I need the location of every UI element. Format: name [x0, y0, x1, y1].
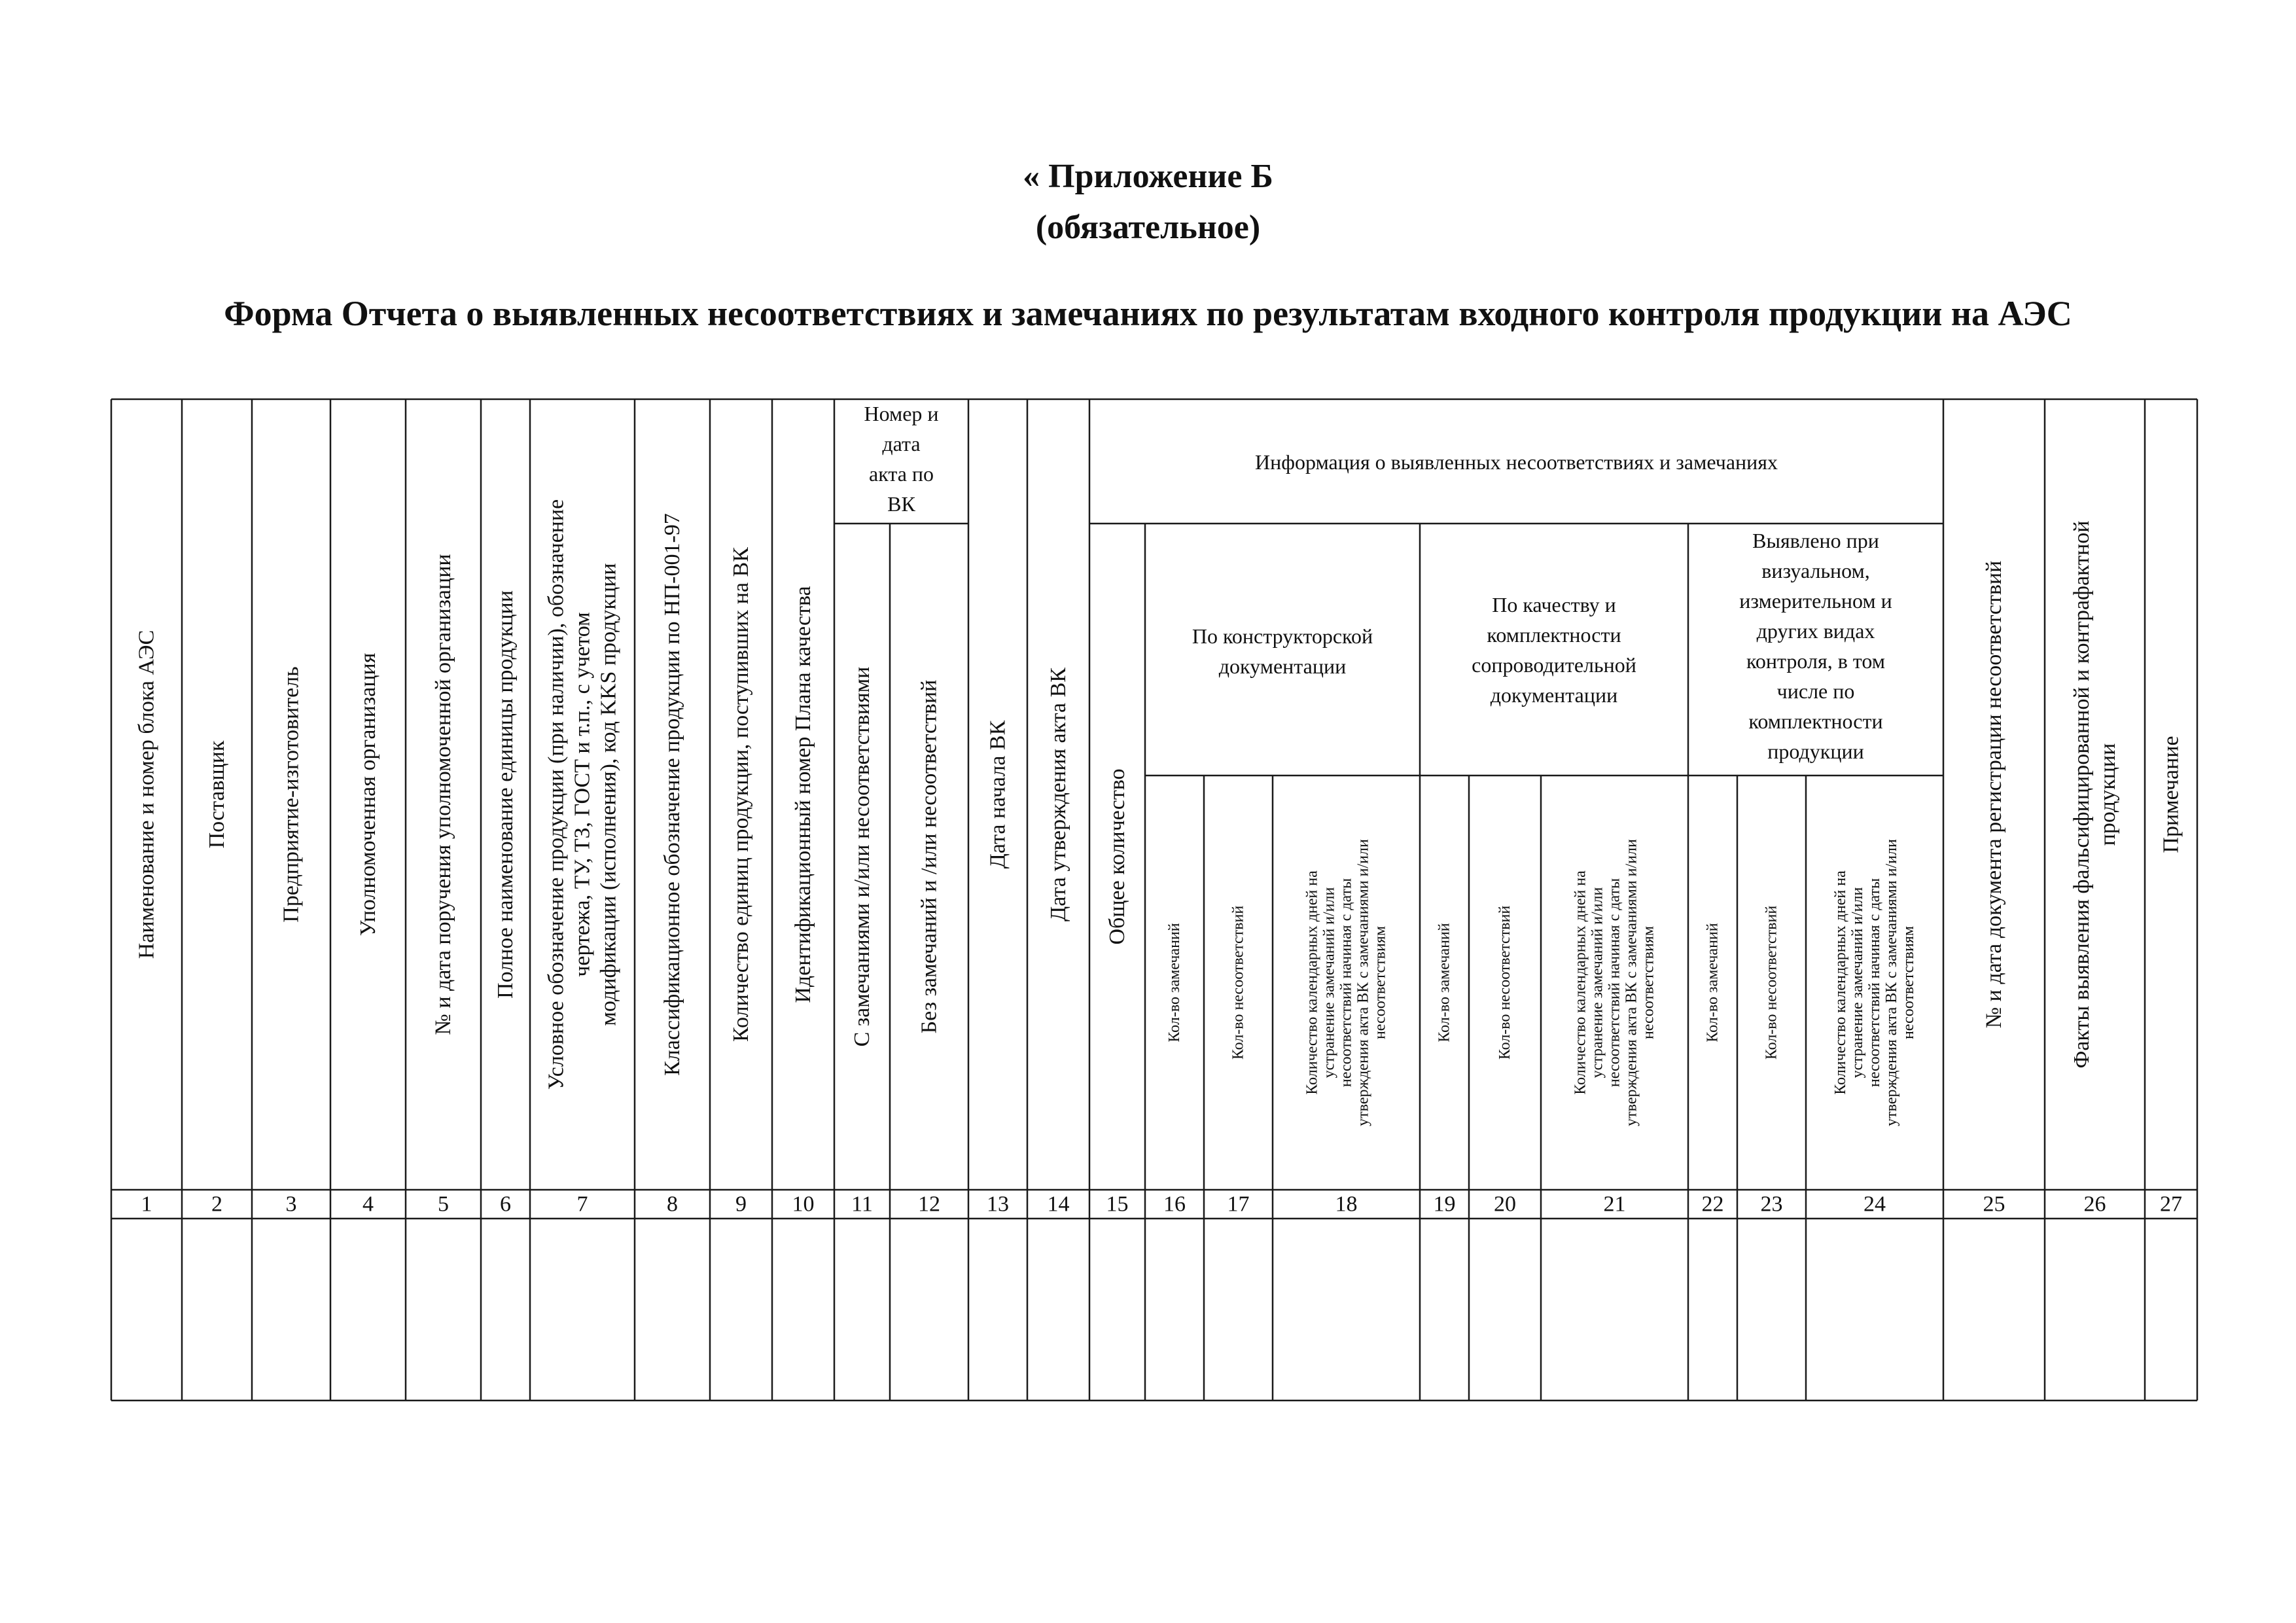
- column-header-24-line-3: несоответствий начиная с даты: [1866, 878, 1883, 1088]
- column-header-21-line-2: устранение замечаний и/или: [1589, 887, 1606, 1079]
- column-header-23: Кол-во несоответствий: [1763, 905, 1780, 1060]
- column-number-3: 3: [285, 1192, 297, 1217]
- column-number-10: 10: [792, 1192, 815, 1217]
- column-number-18: 18: [1335, 1192, 1358, 1217]
- column-number-4: 4: [362, 1192, 374, 1217]
- column-number-8: 8: [667, 1192, 678, 1217]
- column-header-13: Дата начала ВК: [985, 720, 1010, 869]
- column-header-8: Классификационное обозначение продукции по НП-001-97: [660, 513, 684, 1076]
- column-header-1: Наименование и номер блока АЭС: [134, 630, 159, 959]
- column-number-11: 11: [851, 1192, 873, 1217]
- column-header-20: Кол-во несоответствий: [1496, 905, 1513, 1060]
- column-header-24-line-5: несоответствиям: [1900, 925, 1917, 1040]
- visual-group-header-line-3: измерительном и: [1739, 589, 1892, 613]
- column-header-25: № и дата документа регистрации несоответствий: [1982, 560, 2006, 1029]
- column-header-10: Идентификационный номер Плана качества: [791, 586, 815, 1003]
- column-header-18-line-1: Количество календарных дней на: [1303, 870, 1321, 1095]
- column-header-15: Общее количество: [1105, 768, 1129, 945]
- column-header-17: Кол-во несоответствий: [1229, 905, 1247, 1060]
- column-number-17: 17: [1227, 1192, 1250, 1217]
- column-number-22: 22: [1701, 1192, 1724, 1217]
- column-number-2: 2: [211, 1192, 222, 1217]
- column-header-24-line-1: Количество календарных дней на: [1832, 870, 1849, 1095]
- column-header-3: Предприятие-изготовитель: [279, 666, 304, 923]
- appendix-title: « Приложение Б: [1023, 158, 1273, 195]
- column-number-19: 19: [1433, 1192, 1456, 1217]
- column-number-27: 27: [2160, 1192, 2182, 1217]
- column-header-24-line-4: утверждения акта ВК с замечаниями и/или: [1883, 839, 1900, 1126]
- quality-group-header-line-2: комплектности: [1487, 623, 1621, 647]
- column-number-1: 1: [141, 1192, 152, 1217]
- column-header-12: Без замечаний и /или несоответствий: [917, 679, 942, 1034]
- column-header-18-line-3: несоответствий начиная с даты: [1337, 878, 1355, 1088]
- column-number-21: 21: [1603, 1192, 1626, 1217]
- column-header-22: Кол-во замечаний: [1704, 923, 1722, 1043]
- column-header-16: Кол-во замечаний: [1166, 923, 1183, 1043]
- column-header-11: С замечаниями и/или несоответствиями: [850, 666, 874, 1047]
- quality-group-header-line-1: По качеству и: [1492, 593, 1616, 616]
- column-header-18-line-5: несоответствиям: [1371, 925, 1389, 1040]
- act-group-header-line-4: ВК: [887, 492, 915, 516]
- column-header-7-line-2: чертежа, ТУ, ТЗ, ГОСТ и т.п., с учетом: [570, 612, 595, 977]
- form-heading: Форма Отчета о выявленных несоответствиях и замечаниях по результатам входного контроля продукции на АЭС: [224, 294, 2072, 333]
- column-number-15: 15: [1106, 1192, 1129, 1217]
- column-number-23: 23: [1760, 1192, 1783, 1217]
- column-header-18-line-4: утверждения акта ВК с замечаниями и/или: [1354, 839, 1372, 1126]
- act-group-header-line-3: акта по: [868, 462, 934, 486]
- column-header-18-line-2: устранение замечаний и/или: [1320, 887, 1338, 1079]
- column-number-25: 25: [1983, 1192, 2005, 1217]
- column-number-14: 14: [1047, 1192, 1070, 1217]
- column-header-6: Полное наименование единицы продукции: [493, 590, 518, 999]
- quality-group-header-line-4: документации: [1490, 683, 1618, 707]
- column-number-12: 12: [918, 1192, 940, 1217]
- quality-group-header-line-3: сопроводительной: [1472, 653, 1636, 677]
- column-header-7-line-3: модификации (исполнения), код KKS продукции: [596, 563, 621, 1026]
- column-header-24-line-2: устранение замечаний и/или: [1849, 887, 1866, 1079]
- act-group-header-line-1: Номер и: [864, 402, 939, 425]
- column-header-19: Кол-во замечаний: [1436, 923, 1453, 1043]
- column-header-21-line-1: Количество календарных дней на: [1572, 870, 1589, 1095]
- column-header-26-line-2: продукции: [2096, 743, 2120, 846]
- appendix-subtitle: (обязательное): [1035, 209, 1261, 246]
- column-number-24: 24: [1863, 1192, 1886, 1217]
- column-header-5: № и дата поручения уполномоченной организации: [431, 554, 455, 1035]
- visual-group-header-line-8: продукции: [1767, 740, 1864, 763]
- column-number-13: 13: [987, 1192, 1009, 1217]
- column-header-2: Поставщик: [205, 740, 229, 849]
- column-header-7-line-1: Условное обозначение продукции (при наличии), обозначение: [544, 499, 569, 1090]
- column-number-16: 16: [1163, 1192, 1186, 1217]
- column-header-26-line-1: Факты выявления фальсифицированной и контрафактной: [2070, 520, 2094, 1069]
- visual-group-header-line-6: числе по: [1776, 679, 1855, 703]
- column-header-9: Количество единиц продукции, поступивших на ВК: [729, 547, 753, 1042]
- visual-group-header-line-4: других видах: [1756, 619, 1875, 643]
- act-group-header-line-2: дата: [882, 432, 921, 455]
- visual-group-header-line-1: Выявлено при: [1752, 529, 1879, 552]
- info-group-header-line-1: Информация о выявленных несоответствиях и замечаниях: [1254, 450, 1778, 474]
- column-number-5: 5: [438, 1192, 449, 1217]
- column-header-21-line-3: несоответствий начиная с даты: [1606, 878, 1623, 1088]
- column-number-26: 26: [2083, 1192, 2106, 1217]
- visual-group-header-line-5: контроля, в том: [1746, 649, 1885, 673]
- column-header-21-line-4: утверждения акта ВК с замечаниями и/или: [1623, 839, 1640, 1126]
- column-header-27: Примечание: [2159, 736, 2183, 853]
- column-header-21-line-5: несоответствиям: [1640, 925, 1657, 1040]
- column-number-7: 7: [576, 1192, 588, 1217]
- design-group-header-line-2: документации: [1218, 654, 1347, 678]
- column-header-4: Уполномоченная организация: [356, 652, 380, 936]
- column-number-6: 6: [500, 1192, 511, 1217]
- column-header-14: Дата утверждения акта ВК: [1046, 668, 1070, 921]
- visual-group-header-line-2: визуальном,: [1761, 559, 1870, 582]
- design-group-header-line-1: По конструкторской: [1192, 624, 1373, 648]
- column-number-20: 20: [1494, 1192, 1516, 1217]
- column-number-9: 9: [735, 1192, 747, 1217]
- visual-group-header-line-7: комплектности: [1748, 709, 1883, 733]
